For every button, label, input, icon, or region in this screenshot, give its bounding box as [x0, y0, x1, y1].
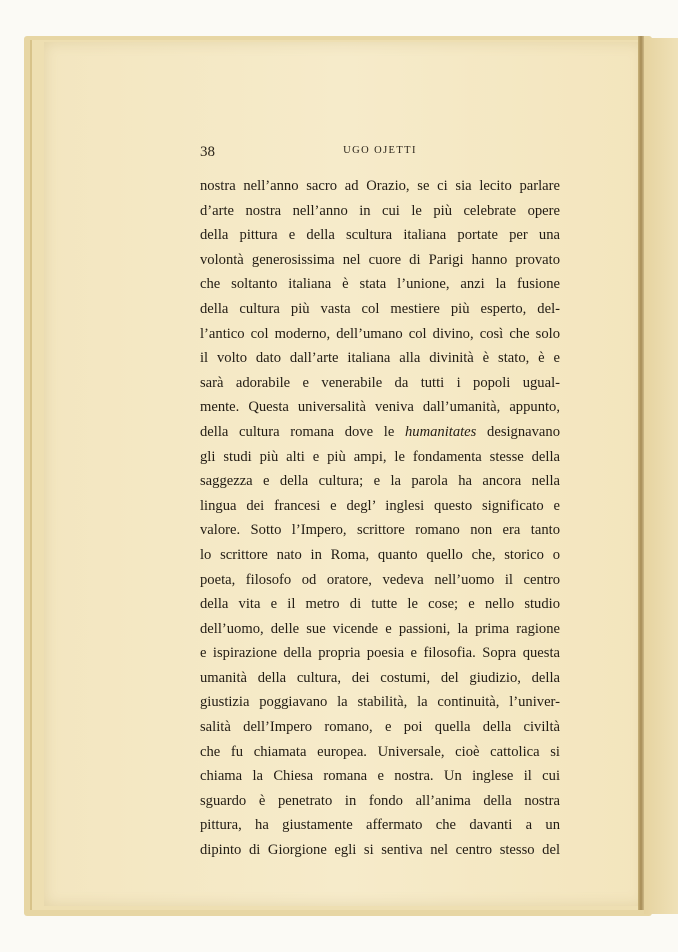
- text-segment: che fu chiamata europea. Universale, cioè cattolica si: [200, 743, 560, 760]
- text-segment: pittura, ha giustamente affermato che davanti a un: [200, 817, 560, 834]
- text-segment: e ispirazione della propria poesia e filosofia. Sopra questa: [200, 645, 560, 662]
- text-segment: poeta, filosofo od oratore, vedeva nell’uomo il centro: [200, 571, 560, 588]
- text-line: [200, 272, 560, 297]
- text-segment: gli studi più alti e più ampi, le fondamenta stesse della: [200, 448, 560, 465]
- text-segment: d’arte nostra nell’anno in cui le più celebrate opere: [200, 202, 560, 219]
- text-line: [200, 297, 560, 322]
- text-segment: della vita e il metro di tutte le cose; e nello studio: [200, 596, 560, 613]
- text-line: [200, 617, 560, 642]
- text-line: [200, 494, 560, 519]
- text-line: [200, 543, 560, 568]
- text-segment: umanità della cultura, dei costumi, del giudizio, della: [200, 669, 560, 686]
- text-line: [200, 518, 560, 543]
- text-segment: della cultura più vasta col mestiere più esperto, del-: [200, 300, 560, 317]
- text-line: [200, 789, 560, 814]
- text-line: [200, 420, 560, 445]
- text-segment: saggezza e della cultura; e la parola ha ancora nella: [200, 473, 560, 490]
- text-line: [200, 395, 560, 420]
- text-segment: il volto dato dall’arte italiana alla divinità è stato, è e: [200, 350, 560, 367]
- facing-page-edge: [644, 38, 678, 914]
- text-segment: l’antico col moderno, dell’umano col divino, così che solo: [200, 325, 560, 342]
- text-segment: dipinto di Giorgione egli si sentiva nel centro stesso del: [200, 842, 560, 859]
- text-line: [200, 838, 560, 863]
- text-segment: lo scrittore nato in Roma, quanto quello che, storico o: [200, 546, 560, 563]
- text-line: [200, 199, 560, 224]
- text-line: [200, 592, 560, 617]
- page-number: 38: [200, 144, 215, 160]
- text-line: [200, 813, 560, 838]
- text-segment: volontà generosissima nel cuore di Parigi hanno provato: [200, 251, 560, 268]
- text-line: [200, 445, 560, 470]
- italic-term: humanitates: [405, 423, 477, 440]
- text-line: [200, 740, 560, 765]
- text-line: [200, 346, 560, 371]
- text-line: [200, 371, 560, 396]
- body-text: [200, 174, 560, 863]
- text-line: [200, 641, 560, 666]
- text-segment: salità dell’Impero romano, e poi quella della civiltà: [200, 719, 560, 736]
- text-segment: lingua dei francesi e degl’ inglesi questo significato e: [200, 497, 560, 514]
- text-line: [200, 469, 560, 494]
- running-title: UGO OJETTI: [343, 145, 417, 156]
- text-line: [200, 174, 560, 199]
- page-header: [200, 144, 560, 164]
- text-line: [200, 322, 560, 347]
- text-line: [200, 715, 560, 740]
- text-line: [200, 666, 560, 691]
- text-segment: dell’uomo, delle sue vicende e passioni, la prima ragione: [200, 620, 560, 637]
- text-line: [200, 690, 560, 715]
- text-segment: nostra nell’anno sacro ad Orazio, se ci sia lecito parlare: [200, 178, 560, 194]
- text-line: [200, 248, 560, 273]
- text-segment: mente. Questa universalità veniva dall’umanità, appunto,: [200, 399, 560, 416]
- text-segment: della cultura romana dove le: [200, 423, 405, 440]
- text-line: [200, 764, 560, 789]
- text-segment: chiama la Chiesa romana e nostra. Un inglese il cui: [200, 768, 560, 785]
- text-segment: giustizia poggiavano la stabilità, la continuità, l’univer-: [200, 694, 560, 711]
- text-segment: sarà adorabile e venerabile da tutti i popoli ugual-: [200, 374, 560, 391]
- text-segment: designavano: [476, 423, 560, 440]
- text-segment: sguardo è penetrato in fondo all’anima della nostra: [200, 792, 560, 809]
- text-line: [200, 223, 560, 248]
- text-segment: della pittura e della scultura italiana portate per una: [200, 227, 560, 244]
- text-segment: valore. Sotto l’Impero, scrittore romano non era tanto: [200, 522, 560, 539]
- text-line: [200, 568, 560, 593]
- text-segment: che soltanto italiana è stata l’unione, anzi la fusione: [200, 276, 560, 293]
